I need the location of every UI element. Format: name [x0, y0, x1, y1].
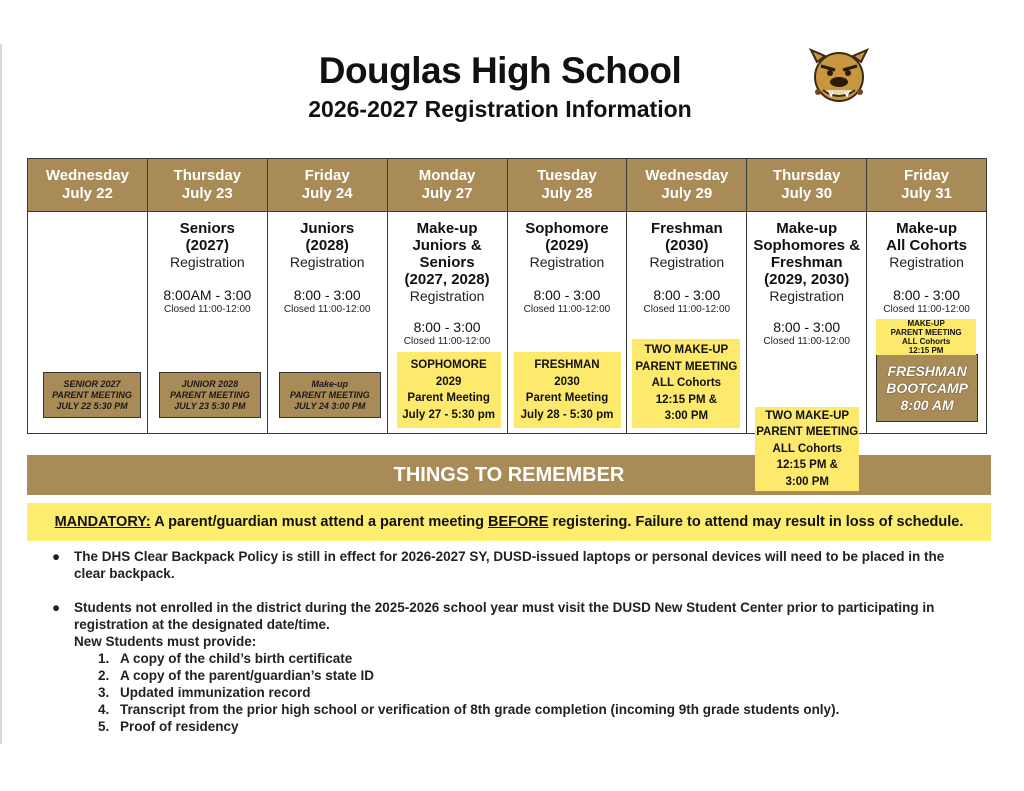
parent-meeting-badge: SENIOR 2027 PARENT MEETING JULY 22 5:30 PM: [43, 372, 141, 418]
day-cell: Juniors (2028) Registration 8:00 - 3:00 Closed 11:00-12:00 Make-up PARENT MEETING JULY 24 3:00 PM: [267, 212, 387, 434]
list-item: ● Students not enrolled in the district during the 2025-2026 school year must visit the DUSD New Student Center prior to participating in registration at the designated date/time. New Students must provide: 1. A copy of the child’s birth certificate 2. A copy of the parent/guardian’s state ID 3. Updated immunization record 4. Transcript from the prior high school or verification of 8th grade completion (incoming 9th grade students only). 5. Proof of residency: [48, 599, 978, 735]
freshman-bootcamp-badge: FRESHMAN BOOTCAMP 8:00 AM: [876, 354, 978, 422]
day-header: Wednesday July 29: [627, 159, 747, 212]
list-item: ● The DHS Clear Backpack Policy is still in effect for 2026-2027 SY, DUSD-issued laptops or personal devices will need to be placed in the clear backpack.: [52, 549, 945, 581]
requirements-list: [74, 650, 978, 735]
page-subtitle: 2026-2027 Registration Information: [308, 96, 692, 122]
bulldog-mascot-icon: [807, 44, 871, 106]
day-cell: Make-up Juniors & Seniors (2027, 2028) Registration 8:00 - 3:00 Closed 11:00-12:00 SOPHOMORE 2029 Parent Meeting July 27 - 5:30 pm: [387, 212, 507, 434]
day-header: Monday July 27: [387, 159, 507, 212]
mandatory-notice: MANDATORY: A parent/guardian must attend a parent meeting BEFORE registering. Failure to attend may result in loss of schedule.: [27, 503, 991, 541]
day-header: Tuesday July 28: [507, 159, 627, 212]
day-cell: Make-up Sophomores & Freshman (2029, 2030) Registration 8:00 - 3:00 Closed 11:00-12:00 TWO MAKE-UP PARENT MEETING ALL Cohorts 12:15 PM & 3:00 PM: [747, 212, 867, 434]
things-to-remember-heading: THINGS TO REMEMBER: [27, 455, 991, 495]
list-item: 5. Proof of residency: [98, 719, 239, 734]
new-students-heading: New Students must provide:: [74, 634, 257, 649]
day-header: Friday July 24: [267, 159, 387, 212]
parent-meeting-callout: TWO MAKE-UP PARENT MEETING ALL Cohorts 12:15 PM & 3:00 PM: [755, 407, 859, 491]
parent-meeting-callout: MAKE-UP PARENT MEETING ALL Cohorts 12:15 PM: [876, 319, 976, 355]
day-cell: Make-up All Cohorts Registration 8:00 - 3:00 Closed 11:00-12:00 MAKE-UP PARENT MEETING ALL Cohorts 12:15 PM FRESHMAN BOOTCAMP 8:00 AM: [867, 212, 987, 434]
parent-meeting-badge: JUNIOR 2028 PARENT MEETING JULY 23 5:30 PM: [159, 372, 261, 418]
day-header: Friday July 31: [867, 159, 987, 212]
day-cell: [28, 212, 148, 434]
list-item: 4. Transcript from the prior high school or verification of 8th grade completion (incoming 9th grade students only).: [98, 702, 840, 717]
list-item: 3. Updated immunization record: [98, 685, 311, 700]
parent-meeting-badge: Make-up PARENT MEETING JULY 24 3:00 PM: [279, 372, 381, 418]
parent-meeting-callout: FRESHMAN 2030 Parent Meeting July 28 - 5:30 pm: [514, 352, 621, 428]
day-cell: Freshman (2030) Registration 8:00 - 3:00 Closed 11:00-12:00 TWO MAKE-UP PARENT MEETING ALL Cohorts 12:15 PM & 3:00 PM: [627, 212, 747, 434]
day-header: Thursday July 23: [147, 159, 267, 212]
page-title: Douglas High School: [318, 50, 682, 91]
list-item: 1. A copy of the child’s birth certificate: [98, 651, 353, 666]
page-edge: [0, 44, 2, 744]
reminder-list: [48, 548, 978, 735]
day-header: Wednesday July 22: [28, 159, 148, 212]
day-header: Thursday July 30: [747, 159, 867, 212]
list-item: 2. A copy of the parent/guardian’s state ID: [98, 668, 375, 683]
parent-meeting-callout: TWO MAKE-UP PARENT MEETING ALL Cohorts 12:15 PM & 3:00 PM: [632, 339, 740, 428]
day-cell: Seniors (2027) Registration 8:00AM - 3:00 Closed 11:00-12:00 JUNIOR 2028 PARENT MEETING JULY 23 5:30 PM: [147, 212, 267, 434]
parent-meeting-callout: SOPHOMORE 2029 Parent Meeting July 27 - 5:30 pm: [397, 352, 501, 428]
day-cell: Sophomore (2029) Registration 8:00 - 3:00 Closed 11:00-12:00 FRESHMAN 2030 Parent Meeting July 28 - 5:30 pm: [507, 212, 627, 434]
